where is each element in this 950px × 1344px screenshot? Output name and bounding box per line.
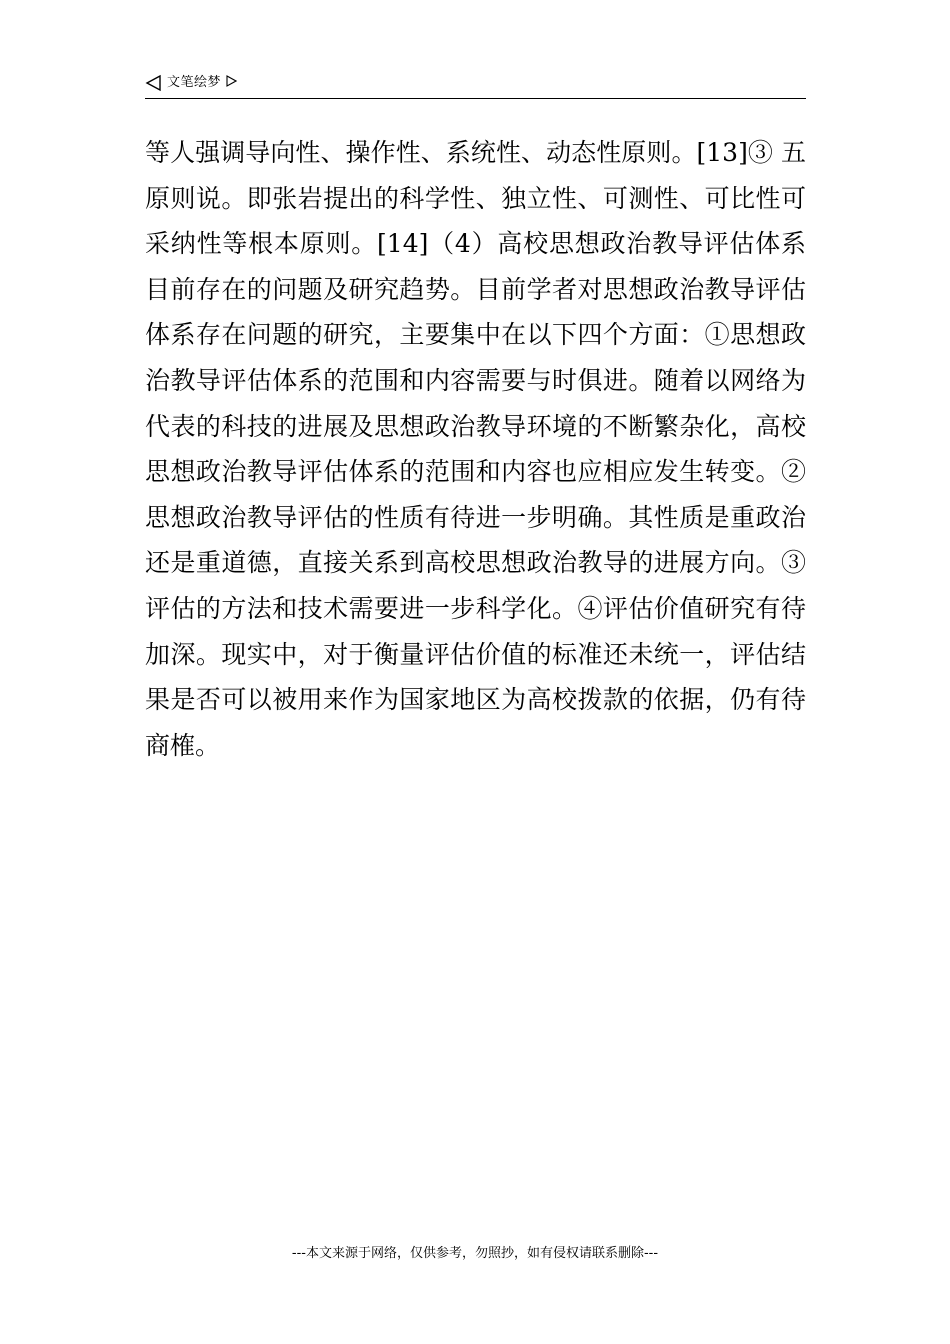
document-body [145,130,806,768]
header-title: 文笔绘梦 [167,75,222,90]
footer-disclaimer: ---本文来源于网络，仅供参考，勿照抄，如有侵权请联系删除--- [291,1246,659,1261]
left-triangle-icon [145,74,163,92]
right-triangle-icon [225,75,237,87]
page-header [145,72,806,99]
header-bar [145,74,237,92]
body-paragraph: 等人强调导向性、操作性、系统性、动态性原则。[13]③ 五原则说。即张岩提出的科学性、独立性、可测性、可比性可采纳性等根本原则。[14]（4）高校思想政治教导评估体系目前存在的问题及研究趋势。目前学者对思想政治教导评估体系存在问题的研究，主要集中在以下四个方面：①思想政治教导评估体系的范围和内容需要与时俱进。随着以网络为代表的科技的进展及思想政治教导环境的不断繁杂化，高校思想政治教导评估体系的范围和内容也应相应发生转变。②思想政治教导评估的性质有待进一步明确。其性质是重政治还是重道德，直接关系到高校思想政治教导的进展方向。③评估的方法和技术需要进一步科学化。④评估价值研究有待加深。现实中，对于衡量评估价值的标准还未统一，评估结果是否可以被用来作为国家地区为高校拨款的依据，仍有待商榷。 [145,138,806,760]
